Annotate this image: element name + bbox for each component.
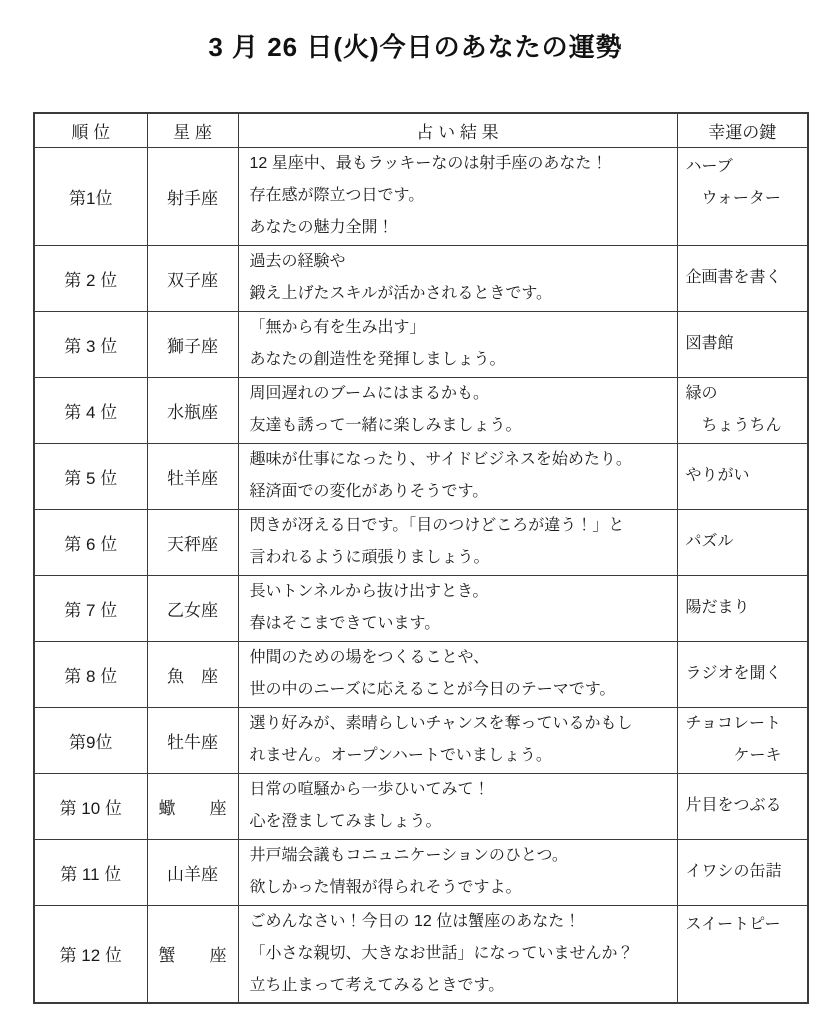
sign-cell: 蠍 座 (147, 773, 238, 839)
rank-cell: 第 6 位 (34, 509, 147, 575)
lucky-cell (677, 707, 808, 773)
lucky-cell (677, 575, 808, 641)
table-row (34, 443, 808, 509)
lucky-line: 緑の (685, 385, 718, 402)
lucky-line: パズル (685, 533, 734, 550)
lucky-cell (677, 773, 808, 839)
fortune-line: 周回遅れのブームにはまるかも。 (249, 385, 490, 402)
lucky-line: イワシの缶詰 (685, 863, 782, 880)
rank-cell: 第9位 (34, 707, 147, 773)
rank-cell: 第 12 位 (34, 905, 147, 1003)
lucky-line: ハーブ (685, 157, 733, 175)
rank-cell: 第 4 位 (34, 377, 147, 443)
fortune-cell (238, 509, 677, 575)
fortune-line: 選り好みが、素晴らしいチャンスを奪っているかもし (249, 715, 633, 732)
rank-cell: 第 2 位 (34, 245, 147, 311)
lucky-line: ケーキ (685, 747, 782, 764)
fortune-line: 友達も誘って一緒に楽しみましょう。 (249, 417, 522, 434)
page-title: 3 月 26 日(火)今日のあなたの運勢 (208, 32, 623, 62)
table-row (34, 509, 808, 575)
lucky-cell (677, 311, 808, 377)
sign-cell: 射手座 (147, 147, 238, 245)
rank-cell: 第 5 位 (34, 443, 147, 509)
lucky-line: 企画書を書く (685, 269, 782, 286)
lucky-line: チョコレート (685, 715, 782, 732)
lucky-line: 陽だまり (685, 599, 750, 616)
fortune-line: 存在感が際立つ日です。 (249, 187, 425, 204)
fortune-line: 趣味が仕事になったり、サイドビジネスを始めたり。 (249, 451, 632, 468)
fortune-line: 「小さな親切、大きなお世話」になっていませんか？ (249, 944, 634, 962)
lucky-line: ちょうちん (685, 417, 782, 434)
fortune-cell (238, 905, 677, 1003)
fortune-line: 世の中のニーズに応えることが今日のテーマです。 (249, 681, 616, 698)
fortune-cell (238, 773, 677, 839)
lucky-cell (677, 509, 808, 575)
fortune-cell (238, 377, 677, 443)
sign-cell: 牡羊座 (147, 443, 238, 509)
lucky-cell (677, 905, 808, 1003)
fortune-line: 経済面での変化がありそうです。 (249, 483, 489, 500)
header-sign: 星 座 (147, 113, 238, 147)
sign-cell: 天秤座 (147, 509, 238, 575)
fortune-table-body (34, 147, 808, 1003)
table-row (34, 641, 808, 707)
header-fortune: 占 い 結 果 (238, 113, 677, 147)
rank-cell: 第 8 位 (34, 641, 147, 707)
fortune-line: 欲しかった情報が得られそうですよ。 (249, 879, 522, 896)
fortune-cell (238, 245, 677, 311)
table-row (34, 773, 808, 839)
lucky-line: やりがい (685, 467, 750, 484)
fortune-line: 井戸端会議もコニュニケーションのひとつ。 (249, 847, 568, 864)
lucky-line: 片目をつぶる (685, 797, 782, 814)
lucky-cell (677, 377, 808, 443)
fortune-cell (238, 641, 677, 707)
fortune-cell (238, 311, 677, 377)
fortune-line: 閃きが冴える日です。「目のつけどころが違う！」と (249, 517, 625, 534)
sign-cell: 牡牛座 (147, 707, 238, 773)
lucky-cell (677, 147, 808, 245)
rank-cell: 第 10 位 (34, 773, 147, 839)
fortune-cell (238, 707, 677, 773)
table-row (34, 905, 808, 1003)
rank-cell: 第1位 (34, 147, 147, 245)
fortune-cell (238, 575, 677, 641)
fortune-line: 鍛え上げたスキルが活かされるときです。 (249, 285, 553, 302)
fortune-line: あなたの創造性を発揮しましょう。 (249, 351, 506, 368)
table-row (34, 245, 808, 311)
header-rank: 順 位 (34, 113, 147, 147)
sign-cell: 獅子座 (147, 311, 238, 377)
fortune-line: あなたの魅力全開！ (249, 219, 394, 236)
fortune-table (33, 112, 809, 1004)
lucky-cell (677, 839, 808, 905)
fortune-line: 日常の喧騒から一歩ひいてみて！ (249, 781, 490, 798)
lucky-line: ラジオを聞く (685, 665, 782, 682)
rank-cell: 第 7 位 (34, 575, 147, 641)
table-row (34, 147, 808, 245)
table-row (34, 575, 808, 641)
fortune-line: ごめんなさい！今日の 12 位は蟹座のあなた！ (249, 912, 581, 930)
fortune-line: 「無から有を生み出す」 (249, 319, 426, 336)
lucky-line: ウォーター (685, 189, 781, 207)
fortune-cell (238, 839, 677, 905)
fortune-line: れません。オープンハートでいましょう。 (249, 747, 552, 764)
fortune-line: 過去の経験や (249, 253, 346, 270)
sign-cell: 蟹 座 (147, 905, 238, 1003)
fortune-cell (238, 443, 677, 509)
table-row (34, 707, 808, 773)
fortune-line: 立ち止まって考えてみるときです。 (249, 976, 505, 994)
header-lucky: 幸運の鍵 (677, 113, 808, 147)
sign-cell: 魚 座 (147, 641, 238, 707)
fortune-line: 心を澄ましてみましょう。 (249, 813, 442, 830)
table-header-row (34, 113, 808, 147)
fortune-line: 長いトンネルから抜け出すとき。 (249, 583, 489, 600)
fortune-line: 言われるように頑張りましょう。 (249, 549, 490, 566)
rank-cell: 第 3 位 (34, 311, 147, 377)
lucky-cell (677, 641, 808, 707)
fortune-line: 12 星座中、最もラッキーなのは射手座のあなた！ (249, 155, 608, 172)
lucky-cell (677, 443, 808, 509)
lucky-cell (677, 245, 808, 311)
fortune-line: 春はそこまできています。 (249, 615, 441, 632)
table-row (34, 377, 808, 443)
sign-cell: 水瓶座 (147, 377, 238, 443)
sign-cell: 山羊座 (147, 839, 238, 905)
table-row (34, 839, 808, 905)
fortune-line: 仲間のための場をつくることや、 (249, 649, 490, 666)
sign-cell: 双子座 (147, 245, 238, 311)
sign-cell: 乙女座 (147, 575, 238, 641)
table-row (34, 311, 808, 377)
lucky-line: 図書館 (685, 335, 734, 352)
fortune-cell (238, 147, 677, 245)
lucky-line: スイートピー (685, 915, 781, 933)
rank-cell: 第 11 位 (34, 839, 147, 905)
